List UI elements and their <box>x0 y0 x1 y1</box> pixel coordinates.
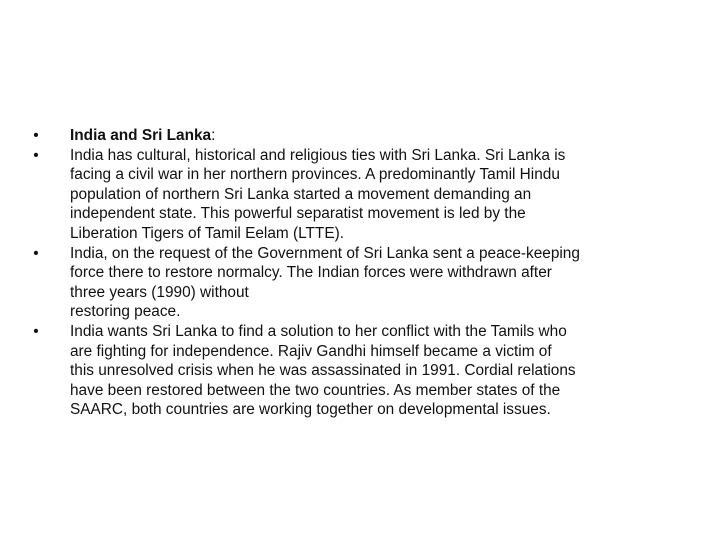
text-line: force there to restore normalcy. The Indian forces were withdrawn after <box>70 264 552 282</box>
bullet-dot-icon: • <box>33 146 39 164</box>
text-line: have been restored between the two countries. As member states of the <box>70 381 561 399</box>
text-line: population of northern Sri Lanka started a movement demanding an <box>70 185 532 203</box>
text-line: three years (1990) without <box>70 283 249 301</box>
bullet-text <box>70 126 690 146</box>
text-line: Liberation Tigers of Tamil Eelam (LTTE). <box>70 224 344 242</box>
text-line: facing a civil war in her northern provinces. A predominantly Tamil Hindu <box>70 166 560 184</box>
bullet-dot-icon: • <box>33 322 39 340</box>
text-line: restoring peace. <box>70 303 181 321</box>
bullet-dot-icon: • <box>33 244 39 262</box>
text-line: India, on the request of the Government of Sri Lanka sent a peace-keeping <box>70 244 580 262</box>
bullet-item-peacekeeping <box>30 244 690 322</box>
text-line: SAARC, both countries are working together on developmental issues. <box>70 401 551 419</box>
text-line: India has cultural, historical and religious ties with Sri Lanka. Sri Lanka is <box>70 146 566 164</box>
bullet-text <box>70 146 690 244</box>
text-line: this unresolved crisis when he was assassinated in 1991. Cordial relations <box>70 362 576 380</box>
section-heading: India and Sri Lanka <box>70 127 212 144</box>
bullet-item-cultural-ties <box>30 146 690 244</box>
bullet-item-solution <box>30 322 690 420</box>
text-line: independent state. This powerful separatist movement is led by the <box>70 205 526 223</box>
slide-content <box>30 126 690 420</box>
text-line: India wants Sri Lanka to find a solution to her conflict with the Tamils who <box>70 322 567 340</box>
text-line: are fighting for independence. Rajiv Gandhi himself became a victim of <box>70 342 552 360</box>
bullet-list <box>30 126 690 420</box>
bullet-text <box>70 322 690 420</box>
bullet-text <box>70 244 690 322</box>
section-heading-colon: : <box>211 127 216 144</box>
bullet-dot-icon: • <box>33 127 39 144</box>
bullet-item-heading <box>30 126 690 146</box>
